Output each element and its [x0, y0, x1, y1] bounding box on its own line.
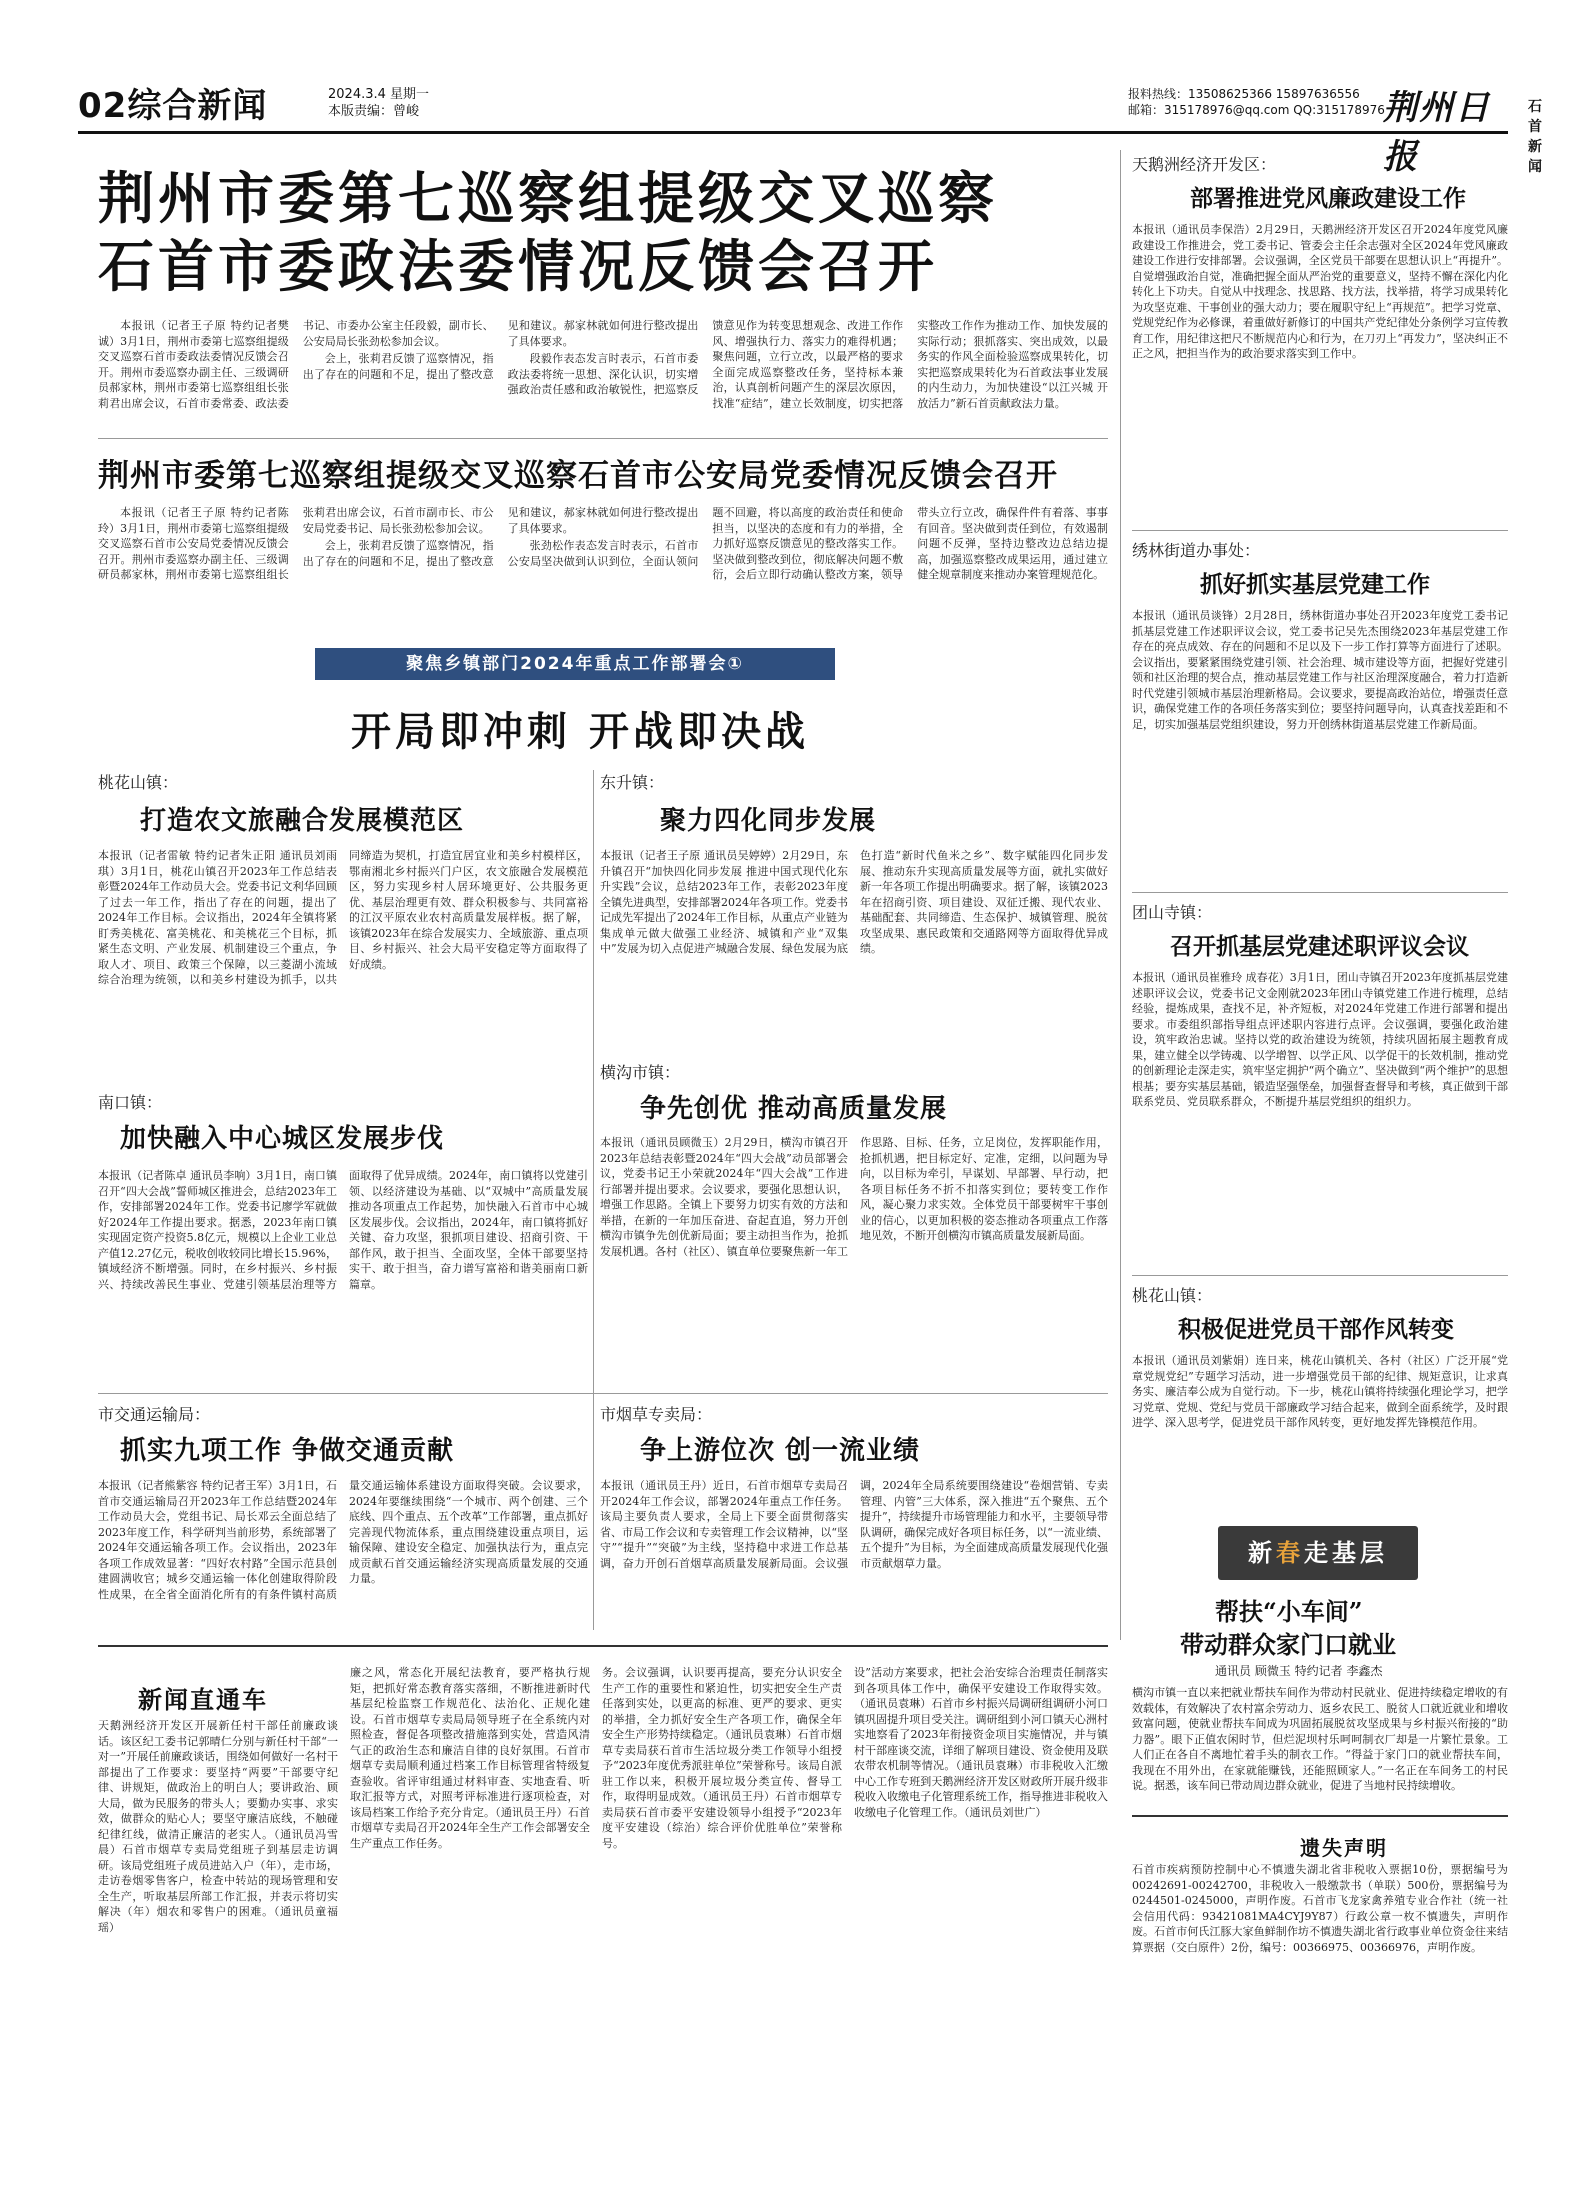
column-divider: [593, 770, 594, 1630]
spring-byline: 通讯员 顾微玉 特约记者 李鑫杰: [1215, 1664, 1383, 1678]
right-body: 本报讯（通讯员李保浩）2月29日，天鹅洲经济开发区召开2024年度党风廉政建设工作推进会，党工委书记、管委会主任余志强对全区2024年党风廉政建设工作进行安排部署。会议强调，全区党员干部要在思想认识上“再提升”。自觉增强政治自觉，准确把握全面从严治党的重要意义，坚持不懈在深化内化转化上下功夫。自觉从中找理念、找思路、找方法，找举措，将学习成果转化为攻坚克难、干事创业的强大动力；要在履职守纪上“再规范”。把学习党章、党规党纪作为必修课，着重做好新修订的中国共产党纪律处分条例学习宣传教育工作，用纪律这把尺不断规范内心和行为，在刀刃上“再发力”，坚决纠正不正之风，把担当作为的政治要求落实到工作中。: [1132, 223, 1508, 360]
right-body: 本报讯（通讯员崔雅玲 成春花）3月1日，团山寺镇召开2023年度抓基层党建述职评议会议，党委书记文金刚就2023年团山寺镇党建工作进行梳理，总结经验，提炼成果，查找不足，补齐短板，对2024年党建工作进行部署和提出要求。市委组织部指导组点评述职内容进行点评。会议强调，要强化政治建设，筑牢政治忠诚。坚持以党的政治建设为统领，持续巩固拓展主题教育成果，建立健全以学铸魂、以学增智、以学正风、以学促干的长效机制，推动党的创新理论走深走实，筑牢坚定拥护“两个确立”、坚决做到“两个维护”的思想根基；要夯实基层基础，锻造坚强堡垒，加强督查督导和考核，真正做到干部联系党员、党员联系群众，不断提升基层党组织的组织力。: [1132, 971, 1508, 1108]
right-title: 召开抓基层党建述职评议会议: [1170, 933, 1469, 960]
notice-rule: [1132, 1815, 1508, 1817]
edition-name: 石首新闻: [1528, 99, 1542, 175]
article-body: 本报讯（记者雷敏 特约记者朱正阳 通讯员刘雨琪）3月1日，桃花山镇召开2023年工作总结表彰暨2024年工作动员大会。党委书记文利华回顾了过去一年工作，指出了存在的问题，提出了2024年工作目标。会议指出，2024年全镇将紧盯秀美桃花、富美桃花、和美桃花三个目标，抓紧生态文明、产业发展、机制建设三个重点，争取人才、项目、政策三个保障，以三菱湖小流域综合治理为统领，以和美乡村建设为抓手，以共同缔造为契机，打造宜居宜业和美乡村模样区，鄂南湘北乡村振兴门户区，农文旅融合发展模范区，努力实现乡村人居环境更好、公共服务更优、基层治理更有效、群众积极参与、共同富裕的江汉平原农业农村高质量发展样板。据了解，该镇2023年在综合发展实力、全域旅游、重点项目、乡村振兴、社会大局平安稳定等方面取得了好成绩。: [98, 849, 588, 986]
article-title: 争上游位次 创一流业绩: [640, 1436, 921, 1466]
contact-info: [1128, 86, 1385, 118]
article-body: 本报讯（记者王子原 通讯员吴婷婷）2月29日，东升镇召开“加快四化同步发展 推进中国式现代化东升实践”会议，总结2023年工作，表彰2023年度全镇先进典型，安排部署2024年各项工作。党委书记成先军提出了2024年工作目标，从重点产业链为集成单元做大做强工业经济、城镇和产业“双集中”发展为切入点促进产城融合发展、绿色发展为底色打造“新时代鱼米之乡”、数字赋能四化同步发展、推动东升实现高质量发展等方面，就扎实做好新一年各项工作提出明确要求。据了解，该镇2023年在招商引资、项目建设、双征迁搬、现代农业、基础配套、共同缔造、生态保护、城镇管理、脱贫攻坚成果、惠民政策和交通路网等方面取得优异成绩。: [600, 849, 1108, 955]
notice-title: 遗失声明: [1300, 1836, 1388, 1860]
badge-text-accent: 春: [1276, 1538, 1304, 1567]
right-body: 本报讯（通讯员刘紫娟）连日来，桃花山镇机关、各村（社区）广泛开展“党章党规党纪”专题学习活动，进一步增强党员干部的纪律、规矩意识，让求真务实、廉洁奉公成为自觉行动。下一步，桃花山镇将持续强化理论学习，把学习党章、党规、党纪与党员干部廉政学习结合起来，做到全面系统学，及时跟进学、深入思考学，促进党员干部作风转变，更好地发挥先锋模范作用。: [1132, 1354, 1508, 1429]
article-kicker: 南口镇：: [98, 1093, 163, 1112]
divider: [98, 1393, 1108, 1394]
masthead-rule: [78, 131, 1508, 134]
divider: [1132, 1275, 1508, 1276]
newspaper-logo: 荆州日报: [1383, 88, 1491, 177]
article-kicker: 横沟市镇：: [600, 1063, 681, 1082]
editor-text: 本版责编：曾峻: [328, 104, 420, 119]
brief-column: 务。会议强调，认识要再提高，要充分认识安全生产工作的重要性和紧迫性，切实把安全生产责任落到实处，以更高的标准、更严的要求、更实的举措，全力抓好安全生产各项工作，确保全年安全生产形势持续稳定。（通讯员袁琳）石首市烟草专卖局获石首市生活垃圾分类工作领导小组授予“2023年度优秀派驻单位”荣誉称号。该局自派驻工作以来，积极开展垃圾分类宣传、督导工作，取得明显成效。（通讯员王丹）石首市烟草专卖局获石首市委平安建设领导小组授予“2023年度平安建设（综治）综合评价优胜单位”荣誉称号。: [602, 1666, 842, 1850]
article-body: 本报讯（记者陈卓 通讯员李响）3月1日，南口镇召开“四大会战”誓师城区推进会，总结2023年工作，安排部署2024年工作。党委书记廖学军就做好2024年工作提出要求。据悉，2023年南口镇实现固定资产投资5.8亿元，规模以上企业工业总产值12.27亿元，税收创收较同比增长15.96%，镇域经济不断增强。同时，在乡村振兴、乡村振兴、持续改善民生事业、党建引领基层治理等方面取得了优异成绩。2024年，南口镇将以党建引领、以经济建设为基础、以“双城中”高质量发展推动各项重点工作起势，加快融入石首市中心城区发展步伐。会议指出，2024年，南口镇将抓好关键、奋力攻坚，狠抓项目建设、招商引资、干部作风，敢于担当、全面攻坚，全体干部要坚持实干、敢于担当，奋力谱写富裕和谐美丽南口新篇章。: [98, 1169, 588, 1291]
right-kicker: 绣林街道办事处：: [1132, 541, 1261, 560]
second-paragraph: 张劲松作表态发言时表示，石首市公安局坚决做到认识到位，全面认领问题不回避，将以高度的政治责任和使命担当，以坚决的态度和有力的举措，全力抓好巡察反馈意见的整改落实工作。坚决做到整改到位，彻底解决问题不敷衍，会后立即行动确认整改方案，领导带头立行立改，确保件件有着落、事事有回音。坚决做到责任到位，有效遏制问题不反弹，坚持边整改边总结边提高，加强巡察整改成果运用，通过建立健全规章制度来推动办案管理规范化。: [507, 506, 1108, 581]
article-body: 本报讯（通讯员顾微玉）2月29日，横沟市镇召开2023年总结表彰暨2024年“四大会战”动员部署会议，党委书记王小荣就2024年“四大会战”工作进行部署并提出要求。会议要求，要强化思想认识，增强工作思路。全镇上下要努力切实有效的方法和举措，在新的一年加压奋进、奋起直追，努力开创横沟市镇争先创优新局面；要主动担当作为，抢抓发展机遇。各村（社区）、镇直单位要聚焦新一年工作思路、目标、任务，立足岗位，发挥职能作用，抢抓机遇，把目标定好、定准，定细，以问题为导向，以目标为牵引，早谋划、早部署、早行动，把各项目标任务不折不扣落实到位；要转变工作作风，凝心聚力求实效。全体党员干部要树牢干事创业的信心，以更加积极的姿态推动各项重点工作落地见效，不断开创横沟市镇高质量发展新局面。: [600, 1136, 1108, 1258]
article-title: 加快融入中心城区发展步伐: [120, 1124, 445, 1154]
section-rule: [98, 1645, 1108, 1647]
spring-title-line2: 带动群众家门口就业: [1180, 1630, 1396, 1659]
article-title: 聚力四化同步发展: [660, 806, 877, 836]
badge-text: 走基层: [1304, 1538, 1388, 1567]
right-kicker: 团山寺镇：: [1132, 903, 1213, 922]
right-kicker: 桃花山镇：: [1132, 1286, 1213, 1305]
spring-feature-badge: [1218, 1526, 1418, 1580]
right-title: 部署推进党风廉政建设工作: [1190, 185, 1466, 212]
article-body: 本报讯（通讯员王丹）近日，石首市烟草专卖局召开2024年工作会议，部署2024年重点工作任务。该局主要负责人要求，全局上下要全面贯彻落实省、市局工作会议和专卖管理工作会议精神，以“坚守”“提升”“突破”为主线，坚持稳中求进工作总基调，奋力开创石首烟草高质量发展新局面。会议强调，2024年全局系统要围绕建设“卷烟营销、专卖管理、内管”三大体系，深入推进“五个聚焦、五个提升”，持续提升市场管理能力和水平，主要领导带队调研，确保完成好各项目标任务，以“一流业绩、五个提升”为目标，为全面建成高质量发展现代化强市贡献烟草力量。: [600, 1479, 1108, 1570]
lead-paragraph: 会上，张莉君反馈了巡察情况，指出了存在的问题和不足，提出了整改意见和建议。郝家林就如何进行整改提出了具体要求。: [302, 319, 699, 381]
contact-email: 邮箱：315178976@qq.com QQ:315178976: [1128, 103, 1385, 117]
brief-column: 设”活动方案要求，把社会治安综合治理责任制落实到各项具体工作中，确保平安建设工作取得实效。（通讯员袁琳）石首市乡村振兴局调研组调研小河口镇巩固提升项目受关注。调研组到小河口镇天心洲村实地察看了2023年衔接资金项目实施情况，并与镇村干部座谈交流，详细了解项目建设、资金使用及联农带农机制等情况。（通讯员袁琳）市非税收入汇缴中心工作专班到天鹅洲经济开发区财政所开展升级非税收入收缴电子化管理系统工作，指导推进非税收入收缴电子化管理工作。（通讯员刘世广）: [854, 1666, 1108, 1819]
article-title: 抓实九项工作 争做交通贡献: [120, 1436, 455, 1466]
brief-column: 廉之风，常态化开展纪法教育，要严格执行规矩，把抓好常态教育落实落细，不断推进新时代基层纪检监察工作规范化、法治化、正规化建设。石首市烟草专卖局局领导班子在全系统内对照检查，督促各项整改措施落到实处，营造风清气正的政治生态和廉洁自律的良好氛围。石首市烟草专卖局顺利通过档案工作目标管理省特级复查验收。省评审组通过材料审查、实地查看、听取汇报等方式，对照考评标准进行逐项检查，对该局档案工作给予充分肯定。（通讯员王丹）石首市烟草专卖局召开2024年全生产工作会部署安全生产重点工作任务。: [350, 1666, 590, 1850]
right-title: 抓好抓实基层党建工作: [1200, 571, 1430, 598]
brief-column: 天鹅洲经济开发区开展新任村干部任前廉政谈话。该区纪工委书记郭晴仁分别与新任村干部“一对一”开展任前廉政谈话，围绕如何做好一名村干部提出了工作要求：要坚持“两要”干部要守纪律、讲规矩，做政治上的明白人；要讲政治、顾大局，做为民服务的带头人；要勤办实事、求实效，做群众的贴心人；要坚守廉洁底线，不触碰纪律红线，做清正廉洁的老实人。（通讯员冯雪晨）石首市烟草专卖局党组班子到基层走访调研。该局党组班子成员进站入户（年），走市场，走访卷烟零售客户，检查中转站的现场管理和安全生产，听取基层所部工作汇报，并表示将切实解决（年）烟农和零售户的困难。（通讯员童福瑶）: [98, 1719, 338, 1934]
second-body: [98, 505, 1108, 633]
article-kicker: 桃花山镇：: [98, 773, 179, 792]
lead-body: [98, 318, 1108, 436]
contact-hotline: 报料热线：13508625366 15897636556: [1128, 87, 1360, 101]
article-title: 争先创优 推动高质量发展: [640, 1094, 948, 1124]
article-kicker: 市烟草专卖局：: [600, 1405, 713, 1424]
lead-paragraph: 本报讯（记者王子原 特约记者樊诚）3月1日，荆州市委第七巡察组提级交叉巡察石首市委政法委情况反馈会召开。荆州市委巡察办副主任、三级调研员郝家林，荆州市委第七巡察组组长张莉君出席会议，石首市委常委、政法委书记、市委办公室主任段毅，副市长、公安局局长张劲松参加会议。: [98, 319, 494, 410]
second-paragraph: 会上，张莉君反馈了巡察情况，指出了存在的问题和不足，提出了整改意见和建议，郝家林就如何进行整改提出了具体要求。: [302, 506, 699, 568]
article-kicker: 市交通运输局：: [98, 1405, 211, 1424]
right-title: 积极促进党员干部作风转变: [1178, 1316, 1454, 1343]
spring-title-line1: 帮扶“小车间”: [1215, 1597, 1363, 1626]
badge-text: 新: [1248, 1538, 1276, 1567]
article-body: 本报讯（记者熊紫容 特约记者王军）3月1日，石首市交通运输局召开2023年工作总结暨2024年工作动员大会，党组书记、局长邓云全面总结了2023年度工作，科学研判当前形势，系统部署了2024年交通运输各项工作。会议指出，2023年各项工作成效显著：“四好农村路”全国示范县创建圆满收官；城乡交通运输一体化创建取得阶段性成果，在全省全面消化所有的有条件镇村高质量交通运输体系建设方面取得突破。会议要求，2024年要继续围绕“一个城市、两个创建、三个底线、四个重点、五个改革”工作部署，重点抓好完善现代物流体系，重点围绕建设重点项目，运输保障、建设安全稳定、加强执法行为，重点完成贡献石首交通运输经济实现高质量发展的交通力量。: [98, 1479, 588, 1601]
spring-body: 横沟市镇一直以来把就业帮扶车间作为带动村民就业、促进持续稳定增收的有效载体，有效解决了农村富余劳动力、返乡农民工、脱贫人口就近就业和增收致富问题，使就业帮扶车间成为巩固拓展脱贫攻坚成果与乡村振兴衔接的“助力器”。眼下正值农闲时节，但烂泥坝村乐呵呵制衣厂却是一片繁忙景象。工人们正在各自不离地忙着手头的制衣工作。“得益于家门口的就业帮扶车间，我现在不用外出，在家就能赚钱，还能照顾家人。”一名正在车间务工的村民说。据悉，该车间已带动周边群众就业，促进了当地村民持续增收。: [1132, 1686, 1508, 1792]
right-column-divider: [1120, 150, 1121, 1640]
second-headline: 荆州市委第七巡察组提级交叉巡察石首市公安局党委情况反馈会召开: [98, 458, 1058, 494]
article-kicker: 东升镇：: [600, 773, 665, 792]
divider: [1132, 892, 1508, 893]
divider: [98, 438, 1108, 439]
lead-headline: [98, 165, 1108, 301]
right-body: 本报讯（通讯员谈锋）2月28日，绣林街道办事处召开2023年度党工委书记抓基层党建工作述职评议会议，党工委书记吴先杰围绕2023年基层党建工作存在的亮点成效、存在的问题和不足以及下一步工作打算等方面进行了述职。会议指出，要紧紧围绕党建引领、社会治理、城市建设等方面，把握好党建引领和社区治理的契合点，推动基层党建工作与社区治理深度融合，着力打造新时代党建引领城市基层治理新格局。会议要求，要提高政治站位，增强责任意识，确保党建工作的各项任务落实到位；要坚持问题导向，认真查找差距和不足，切实加强基层党组织建设，努力开创绣林街道基层党建工作新局面。: [1132, 609, 1508, 731]
article-title: 打造农文旅融合发展模范区: [140, 806, 465, 836]
date-text: 2024.3.4 星期一: [328, 87, 430, 102]
lead-paragraph: 段毅作表态发言时表示，石首市委政法委将统一思想、深化认识，切实增强政治责任感和政治敏锐性，把巡察反馈意见作为转变思想观念、改进工作作风、增强执行力、落实力的难得机遇；聚焦问题，立行立改，以最严格的要求全面完成巡察整改任务，坚持标本兼治，认真剖析问题产生的深层次原因，找准“症结”，建立长效制度，切实把落实整改工作作为推动工作、加快发展的实际行动；狠抓落实、突出成效，以最务实的作风全面检验巡察成果转化，切实把巡察成果转化为石首政法事业发展的内生动力，为加快建设“以江兴城 开放活力”新石首贡献政法力量。: [507, 319, 1108, 410]
issue-date: [328, 86, 429, 120]
second-paragraph: 本报讯（记者王子原 特约记者陈玲）3月1日，荆州市委第七巡察组提级交叉巡察石首市公安局党委情况反馈会召开。荆州市委巡察办副主任、三级调研员郝家林，荆州市委第七巡察组组长张莉君出席会议，石首市副市长、市公安局党委书记、局长张劲松参加会议。: [98, 506, 494, 581]
lead-headline-line2: 石首市委政法委情况反馈会召开: [98, 234, 938, 300]
special-banner: 聚焦乡镇部门2024年重点工作部署会①: [315, 648, 835, 680]
brief-title: 新闻直通车: [138, 1685, 268, 1714]
notice-body: 石首市疾病预防控制中心不慎遗失湖北省非税收入票据10份，票据编号为00242691-00242700，非税收入一般缴款书（单联）500份，票据编号为0244501-0245000，声明作废。石首市飞龙家禽养殖专业合作社（统一社会信用代码：93421081MA4CYJ9Y87）行政公章一枚不慎遗失，声明作废。石首市何氏江豚大家鱼鲜制作坊不慎遗失湖北省行政事业单位资金往来结算票据（交白原件）2份，编号：00366975、00366976，声明作废。: [1132, 1863, 1508, 1954]
lead-headline-line1: 荆州市委第七巡察组提级交叉巡察: [98, 166, 998, 232]
special-title: 开局即冲刺 开战即决战: [351, 708, 809, 755]
divider: [1132, 530, 1508, 531]
page-number: 02综合新闻: [78, 86, 268, 126]
right-kicker: 天鹅洲经济开发区：: [1132, 155, 1277, 174]
